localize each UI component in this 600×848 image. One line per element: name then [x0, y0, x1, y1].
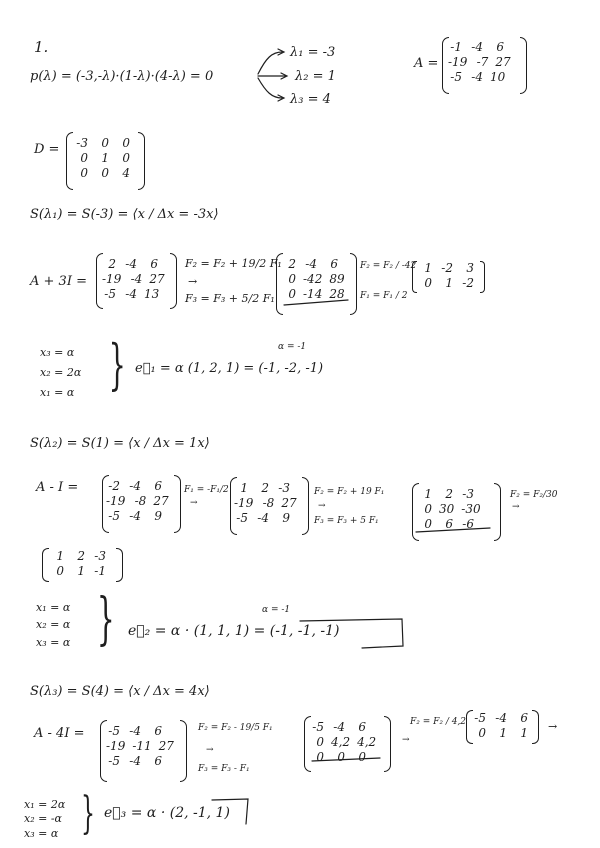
matrix-cell: -5 [104, 287, 116, 301]
matrix-row [472, 711, 528, 726]
matrix-cell: -4 [129, 754, 141, 768]
matrix-cell: 0 [80, 151, 88, 165]
matrix-cell: 27 [153, 494, 169, 508]
matrix-cell: -4 [129, 479, 141, 493]
matrix-cell: -5 [236, 511, 248, 525]
row-operation: F₁ = F₁ / 2 [360, 291, 408, 301]
matrix-cell: -1 [94, 564, 106, 578]
matrix-cell: 9 [154, 509, 162, 523]
matrix-cell: 0 [122, 151, 130, 165]
matrix-bracket [532, 710, 539, 744]
row-operation: F₂ = F₂ / 4,2 [410, 717, 467, 727]
matrix-cell: 4,2 [357, 735, 377, 749]
matrix-cell: 0 [316, 735, 324, 749]
row-operation: F₂ = F₂ / -42 [360, 261, 417, 271]
matrix-cell: 10 [490, 70, 506, 84]
matrix-cell: 4 [122, 166, 130, 180]
matrix-cell: 6 [358, 720, 366, 734]
matrix-step-2 [310, 720, 376, 765]
characteristic-polynomial: p(λ) = (-3,-λ)·(1-λ)·(4-λ) = 0 [30, 69, 214, 84]
matrix-cell: -30 [461, 502, 481, 516]
notebook-page: 1. p(λ) = (-3,-λ)·(1-λ)·(4-λ) = 0 λ₁ = -3 λ₂ = 1 λ₃ = 4 A = -1 -4 6 -19 -7 27 -5 -4 10 D = -3 0 0 0 1 0 0 0 4 S(λ₁) = S(-3) = ⟨x / Δx = -3x⟩ A + 3I = 2 -4 6 -19 -4 27 -5 -4 13 F₂ = F₂ + 19/2 F₁ → F₃ = F₃ + 5/2 F₁ 2 -4 6 0 -42 89 0 -14 28 F₂ = F₂ / -42 F₁ = F₁ / 2 1 -2 3 0 1 -2 x₃ = α x₂ = 2α x₁ = α } α = -1 e⃗₁ = α (1, 2, 1) = (-1, -2, -1) S(λ₂) = S(1) = ⟨x / Δx = 1x⟩ A - I = -2 -4 6 -19 -8 27 -5 -4 9 F₁ = -F₁/2 → 1 2 -3 -19 -8 27 -5 -4 9 F₂ = F₂ + 19 F₁ → F₃ = F₃ + 5 F₁ 1 2 -3 0 30 -30 0 6 -6 F₂ = F₂/30 → 1 2 -3 0 1 -1 x₁ = α x₂ = α x₃ = α } α = -1 e⃗₂ = α · (1, 1, 1) = (-1, -1, -1) S(λ₃) = S(4) = ⟨x / Δx = 4x⟩ A - 4I = -5 -4 6 -19 -11 27 -5 -4 6 F₂ = F₂ - 19/5 F₁ → F₃ = F₃ - F₁ -5 -4 6 0 4,2 4,2 0 0 0 → F₂ = F₂ / 4,2 -5 -4 6 0 1 1 → x₁ = 2α x₂ = -α x₃ = α } e⃗₃ = α · (2, -1, 1) [0, 0, 600, 848]
matrix-cell: 1 [240, 481, 248, 495]
matrix-cell: -4 [305, 257, 317, 271]
matrix-cell: 13 [144, 287, 160, 301]
matrix-cell: 2 [288, 257, 296, 271]
matrix-bracket [384, 716, 391, 772]
system-eq: x₂ = α [36, 618, 71, 631]
matrix-row [448, 70, 511, 85]
system-eq: x₂ = 2α [40, 366, 82, 379]
matrix-cell: -4 [471, 70, 483, 84]
matrix-cell: -8 [262, 496, 275, 510]
matrix-row [282, 272, 345, 287]
matrix-reduced [472, 711, 528, 741]
matrix-bracket [174, 475, 181, 533]
matrix-cell: 0 [424, 502, 432, 516]
row-operation: F₂ = F₂ - 19/5 F₁ [198, 723, 273, 733]
curly-brace: } [108, 333, 126, 396]
matrix-cell: -4 [125, 287, 137, 301]
matrix-d [74, 136, 130, 181]
matrix-row [448, 40, 511, 55]
row-operation: F₃ = F₃ + 5/2 F₁ [185, 292, 275, 305]
eigenvector-2: e⃗₂ = α · (1, 1, 1) = (-1, -1, -1) [128, 623, 340, 639]
matrix-cell: -2 [108, 479, 120, 493]
matrix-row [418, 487, 481, 502]
matrix-cell: -3 [76, 136, 88, 150]
matrix-cell: 9 [282, 511, 290, 525]
matrix-cell: 6 [520, 711, 528, 725]
matrix-row [310, 735, 376, 750]
matrix-cell: 6 [445, 517, 453, 531]
matrix-row [234, 481, 297, 496]
matrix-cell: 2 [77, 549, 85, 563]
matrix-cell: 28 [329, 287, 345, 301]
matrix-bracket [480, 261, 485, 293]
matrix-bracket [116, 548, 123, 582]
matrix-row [106, 754, 174, 769]
matrix-cell: -4 [129, 509, 141, 523]
system-eq: x₃ = α [36, 636, 71, 649]
eigenspace-3-lhs: A - 4I = [34, 726, 85, 741]
matrix-cell: -3 [278, 481, 290, 495]
matrix-cell: -19 [448, 55, 468, 69]
matrix-row [50, 549, 106, 564]
matrix-cell: 89 [329, 272, 345, 286]
matrix-cell: -4 [130, 272, 143, 286]
matrix-reduced [50, 549, 106, 579]
matrix-row [74, 136, 130, 151]
matrix-row [472, 726, 528, 741]
matrix-cell: 6 [496, 40, 504, 54]
matrix-bracket [494, 483, 501, 541]
matrix-row [106, 479, 169, 494]
curly-brace: } [96, 587, 115, 652]
matrix-bracket [302, 477, 309, 535]
matrix-cell: 0 [316, 750, 324, 764]
matrix-cell: -4 [257, 511, 269, 525]
matrix-cell: 1 [101, 151, 109, 165]
matrix-cell: -4 [129, 724, 141, 738]
matrix-a-minus-4i [106, 724, 174, 769]
matrix-d-label: D = [34, 142, 60, 157]
matrix-step-2 [234, 481, 297, 526]
matrix-cell: 2 [445, 487, 453, 501]
matrix-row [418, 502, 481, 517]
system-eq: x₃ = α [40, 346, 75, 359]
matrix-cell: 27 [149, 272, 165, 286]
matrix-row [74, 166, 130, 181]
matrix-bracket [520, 37, 527, 94]
matrix-cell: -5 [312, 720, 324, 734]
matrix-cell: 2 [108, 257, 116, 271]
matrix-row [418, 261, 474, 276]
matrix-cell: 2 [261, 481, 269, 495]
eigenvalue-1: λ₁ = -3 [290, 45, 336, 60]
matrix-bracket [42, 548, 49, 582]
matrix-cell: -2 [462, 276, 474, 290]
matrix-cell: -5 [108, 754, 120, 768]
alpha-note: α = -1 [262, 605, 291, 615]
matrix-cell: 1 [424, 261, 432, 275]
matrix-row [50, 564, 106, 579]
matrix-step-2 [282, 257, 345, 302]
matrix-row [418, 276, 474, 291]
matrix-row [234, 511, 297, 526]
matrix-cell: 3 [466, 261, 474, 275]
matrix-row [106, 509, 169, 524]
matrix-step-3 [418, 487, 481, 532]
matrix-reduced [418, 261, 474, 291]
matrix-cell: 1 [56, 549, 64, 563]
matrix-cell: -19 [102, 272, 122, 286]
matrix-cell: 6 [154, 724, 162, 738]
matrix-row [106, 739, 174, 754]
matrix-row [102, 257, 165, 272]
matrix-cell: 0 [288, 272, 296, 286]
matrix-row [310, 720, 376, 735]
row-operation: F₂ = F₂ + 19/2 F₁ [185, 257, 282, 270]
matrix-cell: -5 [108, 724, 120, 738]
matrix-cell: -5 [450, 70, 462, 84]
matrix-row [310, 750, 376, 765]
eigenspace-2-lhs: A - I = [36, 480, 79, 495]
eigenspace-3-heading: S(λ₃) = S(4) = ⟨x / Δx = 4x⟩ [30, 684, 210, 699]
matrix-cell: -19 [234, 496, 254, 510]
eigenvector-1: e⃗₁ = α (1, 2, 1) = (-1, -2, -1) [135, 361, 324, 376]
eigenvector-3: e⃗₃ = α · (2, -1, 1) [104, 805, 230, 821]
matrix-bracket [180, 720, 187, 782]
matrix-row [418, 517, 481, 532]
eigenvalue-3: λ₃ = 4 [290, 92, 331, 107]
matrix-cell: -4 [471, 40, 483, 54]
row-operation: F₃ = F₃ + 5 F₁ [314, 516, 379, 526]
matrix-cell: -8 [134, 494, 147, 508]
matrix-row [102, 272, 165, 287]
matrix-cell: -5 [474, 711, 486, 725]
matrix-cell: 0 [337, 750, 345, 764]
matrix-bracket [170, 253, 177, 309]
matrix-row [106, 724, 174, 739]
matrix-cell: -6 [462, 517, 474, 531]
system-eq: x₂ = -α [24, 812, 62, 825]
matrix-cell: 0 [424, 517, 432, 531]
system-eq: x₁ = 2α [24, 798, 66, 811]
matrix-cell: 0 [101, 136, 109, 150]
row-operation: F₂ = F₂ + 19 F₁ [314, 487, 385, 497]
matrix-cell: 0 [424, 276, 432, 290]
matrix-cell: 1 [499, 726, 507, 740]
matrix-cell: 30 [439, 502, 455, 516]
matrix-cell: 0 [80, 166, 88, 180]
exercise-number: 1. [34, 38, 49, 56]
eigenspace-1-lhs: A + 3I = [30, 274, 87, 289]
matrix-cell: 6 [154, 479, 162, 493]
matrix-cell: -1 [450, 40, 462, 54]
matrix-cell: 27 [158, 739, 174, 753]
matrix-bracket [138, 132, 145, 190]
matrix-cell: -4 [495, 711, 507, 725]
matrix-cell: -7 [476, 55, 489, 69]
matrix-cell: 0 [122, 136, 130, 150]
matrix-row [234, 496, 297, 511]
matrix-cell: 1 [424, 487, 432, 501]
matrix-a-label: A = [414, 56, 439, 71]
matrix-cell: -14 [303, 287, 323, 301]
matrix-cell: 4,2 [331, 735, 351, 749]
matrix-cell: -3 [462, 487, 474, 501]
matrix-cell: 0 [56, 564, 64, 578]
system-eq: x₁ = α [36, 601, 71, 614]
system-eq: x₁ = α [40, 386, 75, 399]
matrix-row [282, 287, 345, 302]
row-operation: F₃ = F₃ - F₁ [198, 764, 250, 774]
matrix-cell: -4 [333, 720, 345, 734]
system-eq: x₃ = α [24, 827, 59, 840]
matrix-a [448, 40, 511, 85]
matrix-cell: -11 [132, 739, 152, 753]
matrix-cell: -3 [94, 549, 106, 563]
matrix-cell: 0 [478, 726, 486, 740]
matrix-bracket [66, 132, 73, 190]
matrix-row [106, 494, 169, 509]
matrix-cell: 0 [358, 750, 366, 764]
matrix-a-minus-i [106, 479, 169, 524]
matrix-bracket [350, 253, 357, 315]
matrix-bracket [412, 261, 417, 293]
matrix-cell: 27 [281, 496, 297, 510]
matrix-cell: 6 [154, 754, 162, 768]
matrix-cell: -2 [441, 261, 453, 275]
matrix-cell: -5 [108, 509, 120, 523]
matrix-cell: 1 [520, 726, 528, 740]
row-operation: F₂ = F₂/30 [510, 490, 558, 500]
matrix-cell: 6 [330, 257, 338, 271]
matrix-cell: 0 [288, 287, 296, 301]
eigenvalue-2: λ₂ = 1 [295, 69, 336, 84]
matrix-row [102, 287, 165, 302]
matrix-cell: -19 [106, 494, 126, 508]
matrix-cell: -4 [125, 257, 137, 271]
matrix-row [282, 257, 345, 272]
row-operation: F₁ = -F₁/2 [184, 485, 229, 495]
eigenspace-2-heading: S(λ₂) = S(1) = ⟨x / Δx = 1x⟩ [30, 436, 210, 451]
matrix-cell: 6 [150, 257, 158, 271]
matrix-cell: -19 [106, 739, 126, 753]
alpha-note: α = -1 [278, 342, 307, 352]
curly-brace: } [81, 788, 95, 839]
matrix-cell: -42 [303, 272, 323, 286]
matrix-row [448, 55, 511, 70]
matrix-a-plus-3i [102, 257, 165, 302]
matrix-cell: 1 [445, 276, 453, 290]
matrix-cell: 1 [77, 564, 85, 578]
matrix-cell: 27 [495, 55, 511, 69]
matrix-row [74, 151, 130, 166]
matrix-cell: 0 [101, 166, 109, 180]
eigenspace-1-heading: S(λ₁) = S(-3) = ⟨x / Δx = -3x⟩ [30, 207, 219, 222]
